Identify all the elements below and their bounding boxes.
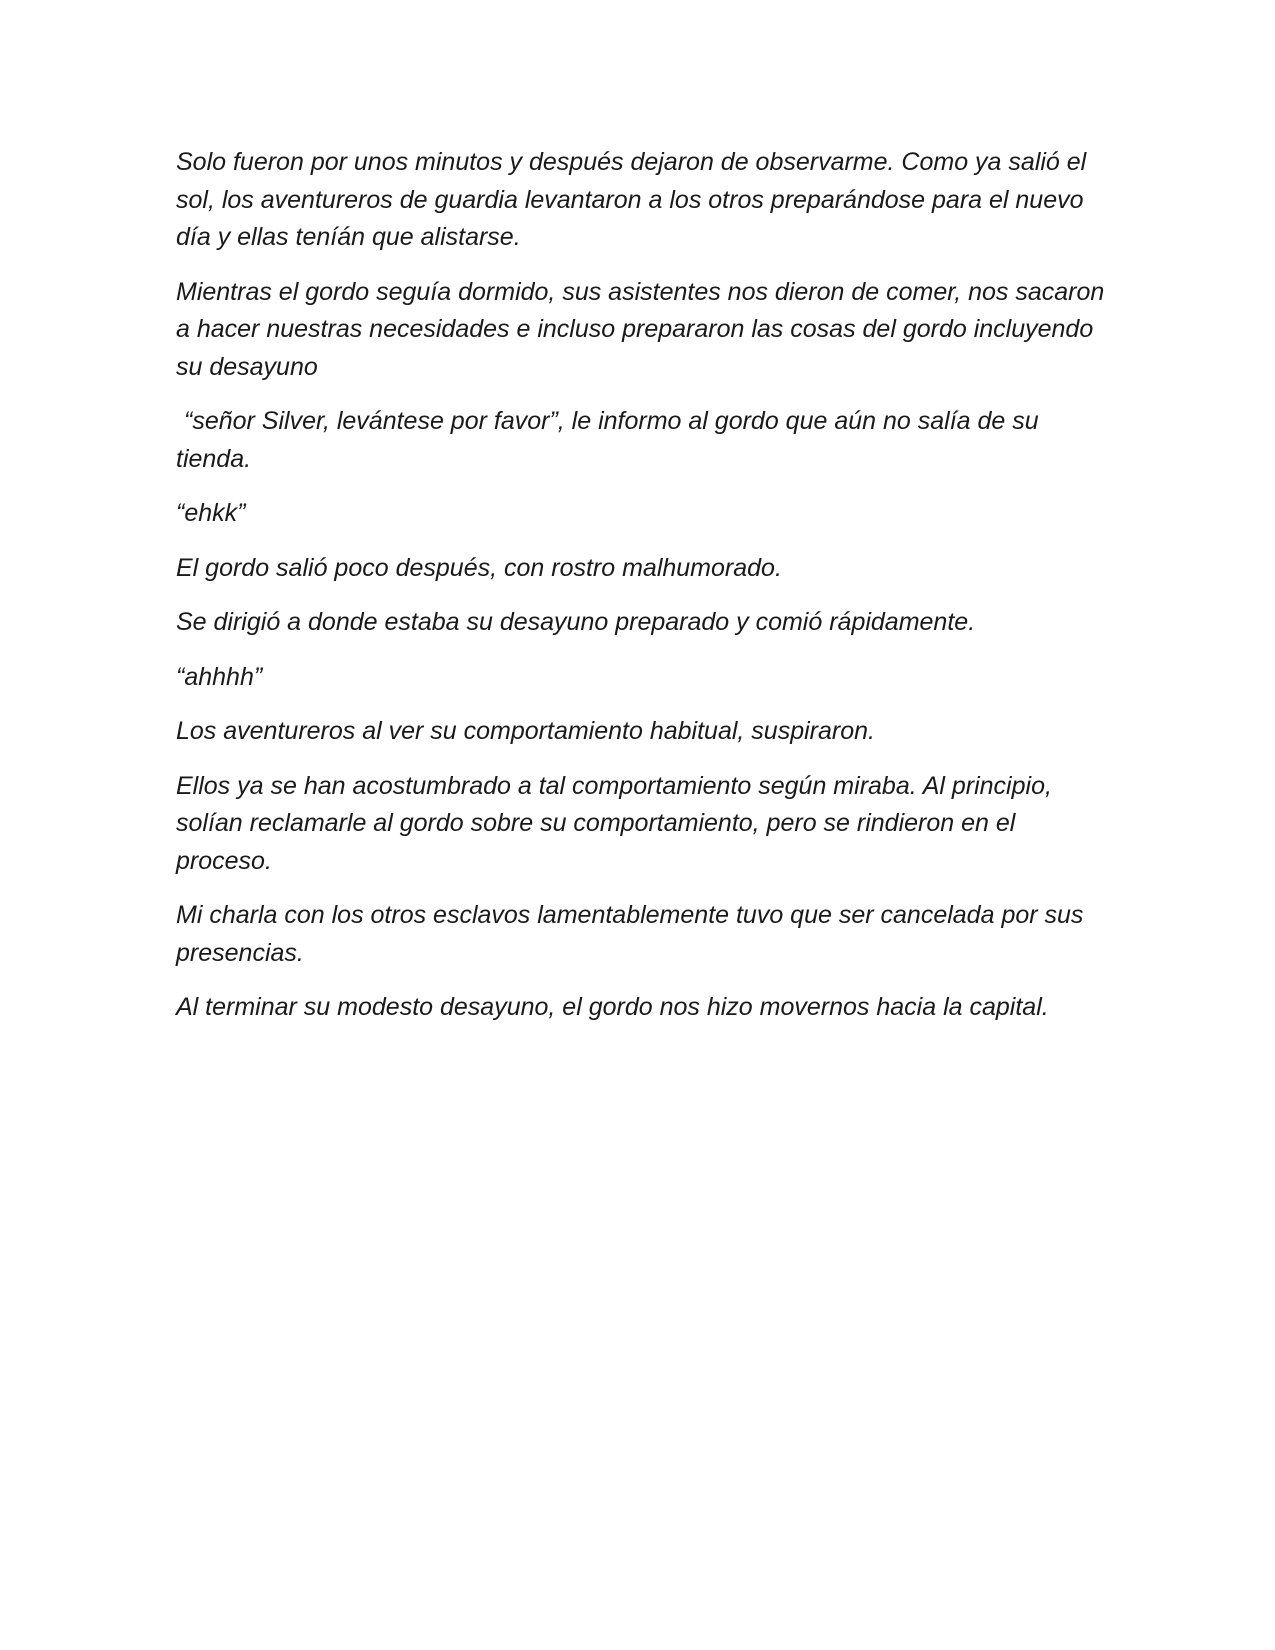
paragraph-6: Se dirigió a donde estaba su desayuno preparado y comió rápidamente. bbox=[176, 608, 976, 636]
paragraph-2: Mientras el gordo seguía dormido, sus asistentes nos dieron de comer, nos sacaron a hacer nuestras necesidades e incluso prepararon las cosas del gordo incluyendo su desayuno bbox=[176, 277, 1105, 381]
paragraph-3: “señor Silver, levántese por favor”, le informo al gordo que aún no salía de su tienda. bbox=[176, 407, 1039, 473]
paragraph-5: El gordo salió poco después, con rostro malhumorado. bbox=[176, 553, 782, 582]
paragraph-8: Los aventureros al ver su comportamiento habitual, suspiraron. bbox=[176, 717, 875, 745]
paragraph-1: Solo fueron por unos minutos y después dejaron de observarme. Como ya salió el sol, los aventureros de guardia levantaron a los otros preparándose para el nuevo día y ellas teníán que alistarse. bbox=[176, 148, 1087, 251]
paragraph-9: Ellos ya se han acostumbrado a tal comportamiento según miraba. Al principio, solían reclamarle al gordo sobre su comportamiento, pero se rindieron en el proceso. bbox=[176, 771, 1052, 875]
paragraph-11: Al terminar su modesto desayuno, el gordo nos hizo movernos hacia la capital. bbox=[176, 993, 1049, 1021]
paragraph-10: Mi charla con los otros esclavos lamentablemente tuvo que ser cancelada por sus presencias. bbox=[176, 901, 1084, 967]
document-body bbox=[176, 144, 1106, 1044]
paragraph-7: “ahhhh” bbox=[176, 662, 263, 691]
paragraph-4: “ehkk” bbox=[176, 499, 246, 527]
